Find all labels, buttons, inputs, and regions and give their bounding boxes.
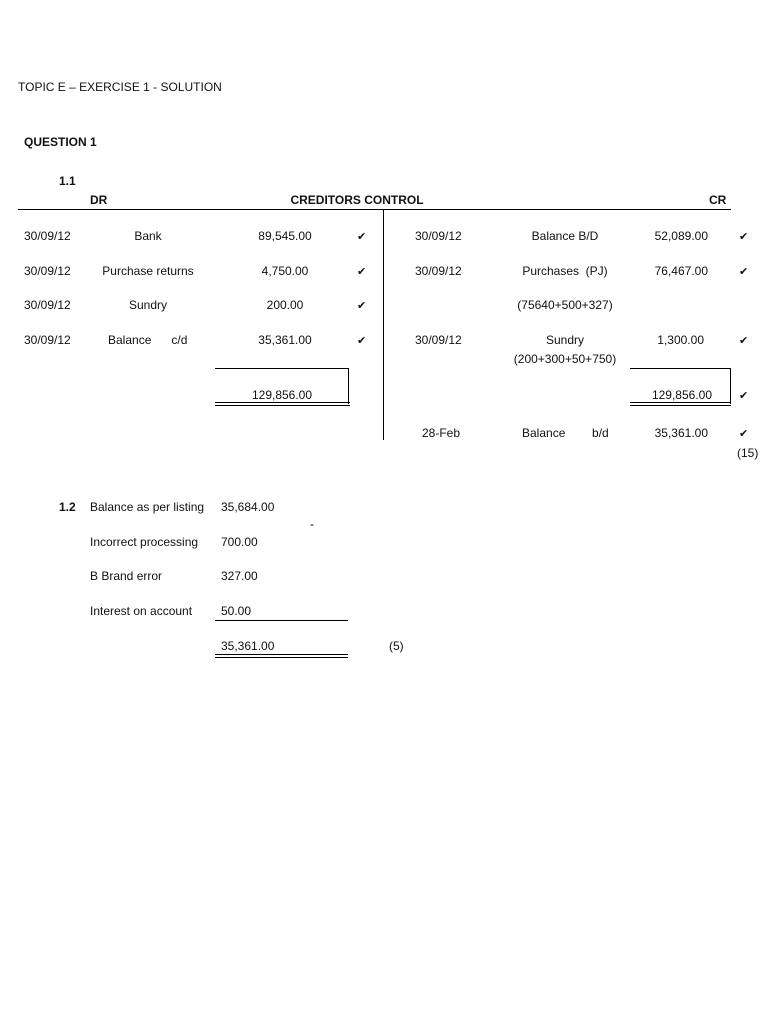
reconciliation-amount: 700.00 — [221, 535, 258, 549]
reconciliation-label: B Brand error — [90, 569, 163, 583]
debit-total-double-rule — [215, 402, 350, 406]
credit-detail: Balance B/D — [531, 229, 599, 243]
credit-heading: CR — [709, 193, 727, 207]
debit-amount: 89,545.00 — [258, 229, 312, 243]
debit-date: 30/09/12 — [24, 298, 71, 312]
ledger-title: CREDITORS CONTROL — [290, 193, 424, 207]
marks-1-1: (15) — [737, 446, 759, 460]
debit-detail: Sundry — [128, 298, 168, 312]
stray-mark: - — [310, 517, 314, 531]
reconciliation-total-double-rule — [215, 654, 348, 658]
marks-1-2: (5) — [389, 639, 404, 653]
debit-date: 30/09/12 — [24, 333, 71, 347]
credit-total: 129,856.00 — [651, 388, 712, 402]
check-mark-icon: ✔ — [739, 266, 749, 278]
credit-detail: Purchases (PJ) — [522, 264, 608, 278]
check-mark-icon: ✔ — [739, 390, 749, 402]
debit-detail: Balance c/d — [108, 333, 188, 347]
credit-amount: 52,089.00 — [654, 229, 708, 243]
credit-date: 30/09/12 — [415, 229, 462, 243]
balance-bd-amount: 35,361.00 — [654, 426, 708, 440]
check-mark-icon: ✔ — [357, 335, 367, 347]
credit-amount: 1,300.00 — [657, 333, 704, 347]
reconciliation-amount: 50.00 — [221, 604, 252, 618]
reconciliation-label: Interest on account — [90, 604, 193, 618]
reconciliation-amount: 35,684.00 — [221, 500, 275, 514]
debit-amount: 200.00 — [266, 298, 304, 312]
credit-date: 30/09/12 — [415, 333, 462, 347]
credit-date: 30/09/12 — [415, 264, 462, 278]
balance-bd-detail: Balance b/d — [522, 426, 609, 440]
debit-date: 30/09/12 — [24, 229, 71, 243]
credit-detail-working: (75640+500+327) — [517, 298, 613, 312]
ledger-center-divider — [383, 210, 384, 440]
ledger-top-rule — [18, 209, 731, 210]
part-number-1-2: 1.2 — [59, 500, 76, 514]
question-heading: QUESTION 1 — [24, 135, 97, 149]
reconciliation-amount: 327.00 — [221, 569, 258, 583]
part-number-1-1: 1.1 — [59, 174, 76, 188]
credit-total-box-side — [730, 368, 731, 404]
debit-subtotal-rule — [215, 368, 349, 369]
balance-bd-date: 28-Feb — [422, 426, 461, 440]
reconciliation-subtotal-rule — [215, 620, 348, 621]
check-mark-icon: ✔ — [739, 231, 749, 243]
check-mark-icon: ✔ — [357, 300, 367, 312]
credit-total-double-rule — [630, 402, 731, 406]
check-mark-icon: ✔ — [739, 428, 749, 440]
debit-detail: Bank — [134, 229, 162, 243]
credit-amount: 76,467.00 — [654, 264, 708, 278]
debit-detail: Purchase returns — [102, 264, 194, 278]
check-mark-icon: ✔ — [739, 335, 749, 347]
credit-detail: Sundry — [545, 333, 585, 347]
check-mark-icon: ✔ — [357, 231, 367, 243]
debit-amount: 35,361.00 — [258, 333, 312, 347]
debit-amount: 4,750.00 — [261, 264, 309, 278]
debit-heading: DR — [90, 193, 108, 207]
debit-total: 129,856.00 — [251, 388, 313, 402]
credit-detail-working: (200+300+50+750) — [513, 352, 617, 366]
reconciliation-label: Balance as per listing — [90, 500, 205, 514]
debit-date: 30/09/12 — [24, 264, 71, 278]
page-title: TOPIC E – EXERCISE 1 - SOLUTION — [18, 80, 222, 94]
reconciliation-label: Incorrect processing — [90, 535, 199, 549]
check-mark-icon: ✔ — [357, 266, 367, 278]
reconciliation-total: 35,361.00 — [221, 639, 275, 653]
credit-subtotal-rule — [630, 368, 731, 369]
